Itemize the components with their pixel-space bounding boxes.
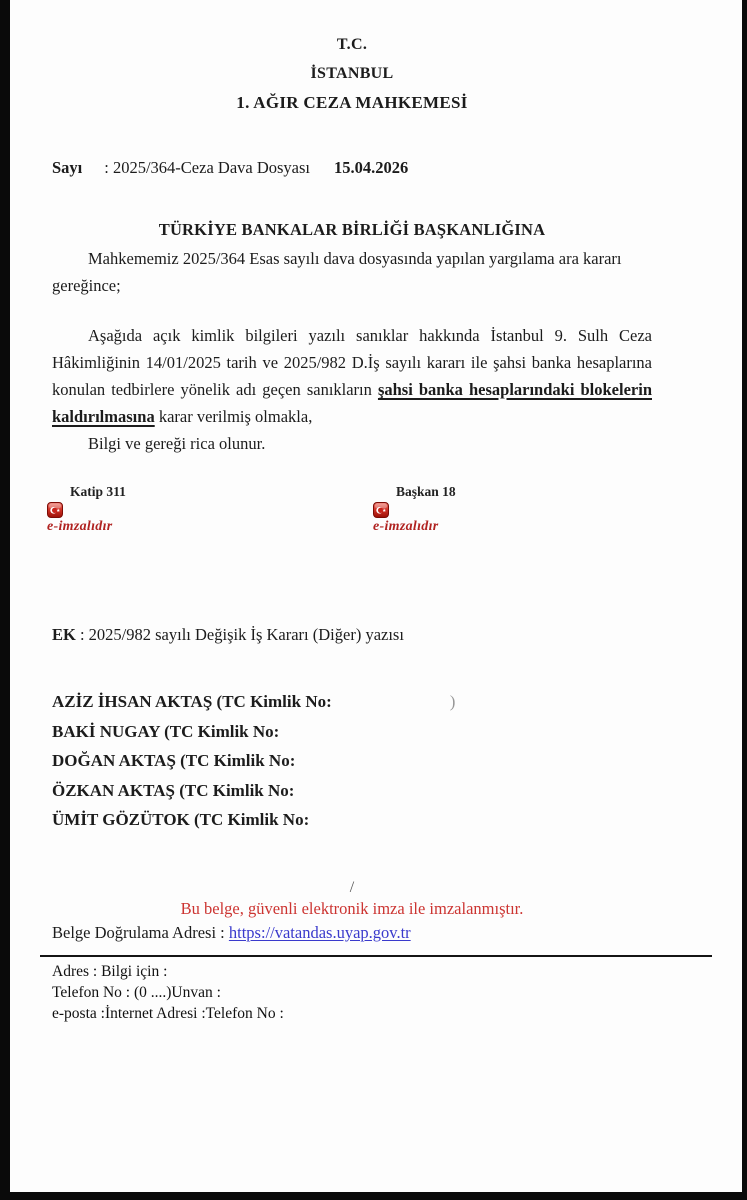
verification-label: Belge Doğrulama Adresi : — [52, 922, 229, 942]
footer-divider — [40, 955, 712, 957]
document-date: 15.04.2026 — [334, 158, 409, 177]
intro-text: Mahkememiz 2025/364 Esas sayılı dava dosyasında yapılan yargılama ara kararı gereğince; — [52, 249, 622, 295]
court-header — [52, 30, 652, 117]
page-mark-slash: / — [349, 878, 355, 896]
attachment-line — [52, 625, 652, 645]
republic-title: T.C. — [336, 36, 368, 53]
closing-line: Bilgi ve gereği rica olunur. — [88, 434, 266, 453]
defendant-list — [52, 687, 652, 835]
attachment-text: : 2025/982 sayılı Değişik İş Kararı (Diğer) yazısı — [75, 625, 404, 644]
decision-text-pre: Aşağıda açık kimlik bilgileri yazılı sanıklar hakkında İstanbul 9. Sulh Ceza Hâkimliğinin 14/01/2025 tarih ve 2025/982 D.İş sayılı kararı ile şahsi banka hesaplarına konulan tedbirlere yönelik adı geçen sanıkların — [52, 326, 652, 399]
court-document — [47, 0, 652, 1200]
defendant-row: ÜMİT GÖZÜTOK (TC Kimlik No: — [52, 810, 310, 829]
defendant-row: BAKİ NUGAY (TC Kimlik No: — [52, 721, 280, 741]
defendant-name: AZİZ İHSAN AKTAŞ (TC Kimlik No: — [52, 692, 332, 711]
redacted-paren: ) — [449, 692, 456, 711]
reference-number: : 2025/364-Ceza Dava Dosyası — [104, 158, 311, 177]
verification-link[interactable]: https://vatandas.uyap.gov.tr — [228, 922, 411, 942]
scan-edge-right — [742, 0, 747, 1200]
reference-line — [52, 158, 652, 178]
verification-line — [52, 923, 652, 943]
scan-edge-bottom — [0, 1192, 747, 1200]
clerk-title: Katip 311 — [70, 484, 126, 499]
footer-phone-line: Telefon No : (0 ....)Unvan : — [52, 983, 221, 1001]
turkish-flag-icon — [373, 502, 523, 518]
esign-label: e-imzalıdır — [47, 519, 113, 534]
scan-edge-left — [0, 0, 10, 1200]
esignature-notice: Bu belge, güvenli elektronik imza ile imzalanmıştır. — [180, 898, 524, 918]
recipient-heading: TÜRKİYE BANKALAR BİRLİĞİ BAŞKANLIĞINA — [158, 220, 546, 239]
signature-block-clerk — [47, 484, 197, 535]
footer-email-line: e-posta :İnternet Adresi :Telefon No : — [52, 1004, 284, 1022]
attachment-label: EK — [52, 625, 76, 644]
footer-address-line: Adres : Bilgi için : — [52, 962, 168, 980]
decision-paragraph — [52, 322, 652, 430]
reference-label: Sayı — [52, 158, 83, 177]
defendant-row: DOĞAN AKTAŞ (TC Kimlik No: — [52, 751, 296, 770]
defendant-row — [52, 687, 652, 717]
city-title: İSTANBUL — [310, 65, 394, 82]
decision-text-post: karar verilmiş olmakla, — [154, 407, 313, 426]
esign-label: e-imzalıdır — [373, 519, 439, 534]
defendant-row: ÖZKAN AKTAŞ (TC Kimlik No: — [52, 780, 295, 800]
court-name: 1. AĞIR CEZA MAHKEMESİ — [236, 93, 468, 112]
intro-paragraph — [52, 245, 652, 299]
president-title: Başkan 18 — [396, 484, 456, 499]
decision-emphasis: şahsi banka hesaplarındaki blokelerin kaldırılmasına — [52, 380, 652, 426]
signature-block-president — [373, 484, 523, 535]
footer-contact-block — [52, 961, 652, 1024]
signature-row — [47, 484, 652, 535]
turkish-flag-icon — [47, 502, 197, 518]
